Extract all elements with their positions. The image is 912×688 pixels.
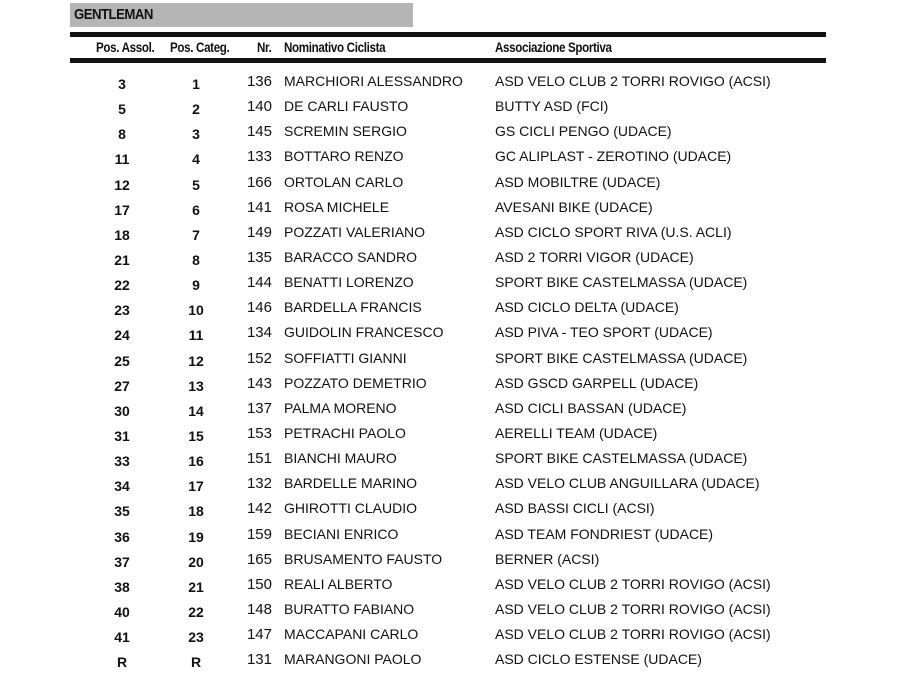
team-cell: AVESANI BIKE (UDACE) — [495, 198, 653, 215]
rider-name-cell: ORTOLAN CARLO — [284, 173, 404, 190]
team-cell: ASD MOBILTRE (UDACE) — [495, 173, 661, 190]
team-cell: ASD VELO CLUB 2 TORRI ROVIGO (ACSI) — [495, 73, 771, 89]
race-number-cell: 150 — [246, 575, 272, 593]
team-cell: ASD CICLI BASSAN (UDACE) — [495, 399, 687, 416]
table-row — [0, 420, 912, 445]
table-row — [0, 395, 912, 420]
column-header-nominativo: Nominativo Ciclista — [284, 40, 386, 55]
rider-name-cell: BENATTI LORENZO — [284, 274, 414, 291]
pos-assoluta-cell: 5 — [118, 101, 126, 118]
pos-assoluta-cell: 8 — [118, 126, 126, 143]
team-cell: ASD TEAM FONDRIEST (UDACE) — [495, 525, 714, 542]
race-number-cell: 151 — [246, 450, 272, 468]
team-cell: ASD VELO CLUB 2 TORRI ROVIGO (ACSI) — [495, 575, 771, 592]
table-row — [0, 546, 912, 571]
team-cell: GC ALIPLAST - ZEROTINO (UDACE) — [495, 148, 732, 165]
pos-categoria-cell: 22 — [188, 603, 204, 620]
table-row — [0, 169, 912, 194]
column-header-numero: Nr. — [257, 40, 272, 55]
rider-name-cell: MACCAPANI CARLO — [284, 626, 419, 643]
rider-name-cell: SOFFIATTI GIANNI — [284, 349, 407, 366]
header-rule-top — [70, 32, 826, 37]
pos-assoluta-cell: 33 — [114, 453, 130, 470]
race-number-cell: 152 — [246, 349, 272, 367]
race-number-cell: 153 — [246, 424, 272, 442]
race-number-cell: 146 — [246, 299, 272, 317]
table-row — [0, 495, 912, 520]
table-row — [0, 93, 912, 118]
race-number-cell: 137 — [246, 399, 272, 417]
table-row — [0, 68, 912, 93]
pos-assoluta-cell: 3 — [118, 76, 126, 92]
rider-name-cell: BARDELLE MARINO — [284, 475, 418, 492]
race-number-cell: 140 — [246, 98, 272, 116]
pos-assoluta-cell: 31 — [114, 427, 130, 444]
pos-categoria-cell: 6 — [192, 201, 200, 218]
team-cell: BUTTY ASD (FCI) — [495, 98, 609, 115]
race-number-cell: 131 — [246, 651, 272, 669]
pos-categoria-cell: 23 — [188, 629, 204, 646]
table-row — [0, 219, 912, 244]
pos-assoluta-cell: 24 — [114, 327, 130, 344]
pos-assoluta-cell: 22 — [114, 277, 130, 294]
pos-categoria-cell: R — [190, 654, 202, 671]
column-header-pos-categoria: Pos. Categ. — [170, 40, 230, 55]
pos-assoluta-cell: 38 — [114, 578, 130, 595]
rider-name-cell: ROSA MICHELE — [284, 198, 390, 215]
table-row — [0, 319, 912, 344]
rider-name-cell: BARACCO SANDRO — [284, 248, 418, 265]
pos-assoluta-cell: 27 — [114, 377, 130, 394]
pos-categoria-cell: 18 — [188, 503, 204, 520]
pos-assoluta-cell: 30 — [114, 402, 130, 419]
pos-assoluta-cell: 23 — [114, 302, 130, 319]
race-number-cell: 132 — [246, 475, 272, 493]
rider-name-cell: POZZATO DEMETRIO — [284, 374, 427, 391]
table-row — [0, 370, 912, 395]
category-banner — [70, 3, 413, 27]
race-number-cell: 143 — [246, 374, 272, 392]
rider-name-cell: GUIDOLIN FRANCESCO — [284, 324, 444, 341]
table-row — [0, 571, 912, 596]
race-number-cell: 142 — [246, 500, 272, 518]
column-header-pos-assoluta: Pos. Assol. — [96, 40, 155, 55]
race-number-cell: 145 — [246, 123, 272, 141]
table-row — [0, 621, 912, 646]
team-cell: ASD 2 TORRI VIGOR (UDACE) — [495, 248, 694, 265]
table-row — [0, 244, 912, 269]
pos-categoria-cell: 21 — [188, 578, 204, 595]
race-number-cell: 147 — [246, 626, 272, 644]
pos-categoria-cell: 3 — [192, 126, 200, 143]
table-row — [0, 445, 912, 470]
pos-categoria-cell: 16 — [188, 453, 204, 470]
table-row — [0, 345, 912, 370]
pos-assoluta-cell: 36 — [114, 528, 130, 545]
rider-name-cell: MARCHIORI ALESSANDRO — [284, 73, 463, 89]
results-table — [0, 68, 912, 671]
race-number-cell: 141 — [246, 198, 272, 216]
table-row — [0, 596, 912, 621]
rider-name-cell: BECIANI ENRICO — [284, 525, 399, 542]
table-row — [0, 143, 912, 168]
race-number-cell: 159 — [246, 525, 272, 543]
team-cell: GS CICLI PENGO (UDACE) — [495, 123, 672, 140]
team-cell: SPORT BIKE CASTELMASSA (UDACE) — [495, 349, 748, 366]
rider-name-cell: REALI ALBERTO — [284, 575, 393, 592]
race-number-cell: 136 — [246, 73, 272, 90]
pos-categoria-cell: 9 — [192, 277, 200, 294]
team-cell: ASD GSCD GARPELL (UDACE) — [495, 374, 699, 391]
pos-categoria-cell: 17 — [188, 478, 204, 495]
pos-categoria-cell: 19 — [188, 528, 204, 545]
header-rule-bottom — [70, 58, 826, 63]
pos-categoria-cell: 11 — [188, 327, 204, 344]
team-cell: ASD VELO CLUB 2 TORRI ROVIGO (ACSI) — [495, 626, 771, 643]
team-cell: SPORT BIKE CASTELMASSA (UDACE) — [495, 450, 748, 467]
category-title: GENTLEMAN — [74, 6, 153, 23]
team-cell: BERNER (ACSI) — [495, 550, 600, 567]
pos-categoria-cell: 2 — [192, 101, 200, 118]
table-header — [0, 38, 912, 58]
pos-assoluta-cell: R — [116, 654, 128, 671]
rider-name-cell: PALMA MORENO — [284, 399, 397, 416]
pos-categoria-cell: 12 — [188, 352, 204, 369]
pos-assoluta-cell: 37 — [114, 553, 130, 570]
pos-categoria-cell: 15 — [188, 427, 204, 444]
team-cell: ASD CICLO ESTENSE (UDACE) — [495, 651, 702, 668]
table-row — [0, 294, 912, 319]
pos-categoria-cell: 8 — [192, 251, 200, 268]
race-number-cell: 144 — [246, 274, 272, 292]
rider-name-cell: SCREMIN SERGIO — [284, 123, 407, 140]
table-row — [0, 269, 912, 294]
team-cell: ASD VELO CLUB 2 TORRI ROVIGO (ACSI) — [495, 600, 771, 617]
rider-name-cell: BIANCHI MAURO — [284, 450, 397, 467]
pos-categoria-cell: 13 — [188, 377, 204, 394]
table-row — [0, 118, 912, 143]
rider-name-cell: BARDELLA FRANCIS — [284, 299, 422, 316]
pos-categoria-cell: 5 — [192, 176, 200, 193]
column-header-associazione: Associazione Sportiva — [495, 40, 612, 55]
rider-name-cell: POZZATI VALERIANO — [284, 223, 426, 240]
rider-name-cell: BURATTO FABIANO — [284, 600, 415, 617]
pos-assoluta-cell: 25 — [114, 352, 130, 369]
race-number-cell: 166 — [246, 173, 272, 191]
rider-name-cell: BRUSAMENTO FAUSTO — [284, 550, 443, 567]
rider-name-cell: DE CARLI FAUSTO — [284, 98, 409, 115]
table-row — [0, 194, 912, 219]
table-row — [0, 521, 912, 546]
team-cell: ASD PIVA - TEO SPORT (UDACE) — [495, 324, 713, 341]
race-number-cell: 149 — [246, 223, 272, 241]
pos-categoria-cell: 4 — [192, 151, 200, 168]
pos-assoluta-cell: 41 — [114, 629, 130, 646]
pos-assoluta-cell: 12 — [114, 176, 130, 193]
race-number-cell: 134 — [246, 324, 272, 342]
pos-categoria-cell: 7 — [192, 226, 200, 243]
team-cell: AERELLI TEAM (UDACE) — [495, 424, 658, 441]
team-cell: ASD CICLO SPORT RIVA (U.S. ACLI) — [495, 223, 732, 240]
pos-assoluta-cell: 35 — [114, 503, 130, 520]
pos-assoluta-cell: 17 — [114, 201, 130, 218]
race-number-cell: 165 — [246, 550, 272, 568]
pos-assoluta-cell: 18 — [114, 226, 130, 243]
team-cell: ASD BASSI CICLI (ACSI) — [495, 500, 655, 517]
table-row — [0, 646, 912, 671]
rider-name-cell: GHIROTTI CLAUDIO — [284, 500, 418, 517]
race-number-cell: 133 — [246, 148, 272, 166]
pos-assoluta-cell: 34 — [114, 478, 130, 495]
team-cell: SPORT BIKE CASTELMASSA (UDACE) — [495, 274, 748, 291]
rider-name-cell: MARANGONI PAOLO — [284, 651, 422, 668]
pos-assoluta-cell: 40 — [114, 603, 130, 620]
pos-categoria-cell: 10 — [188, 302, 204, 319]
pos-categoria-cell: 14 — [188, 402, 204, 419]
pos-categoria-cell: 1 — [192, 76, 200, 92]
race-number-cell: 135 — [246, 248, 272, 266]
pos-categoria-cell: 20 — [188, 553, 204, 570]
team-cell: ASD VELO CLUB ANGUILLARA (UDACE) — [495, 475, 760, 492]
table-row — [0, 470, 912, 495]
pos-assoluta-cell: 21 — [114, 251, 130, 268]
rider-name-cell: PETRACHI PAOLO — [284, 424, 406, 441]
team-cell: ASD CICLO DELTA (UDACE) — [495, 299, 679, 316]
race-number-cell: 148 — [246, 600, 272, 618]
pos-assoluta-cell: 11 — [114, 151, 130, 168]
rider-name-cell: BOTTARO RENZO — [284, 148, 404, 165]
